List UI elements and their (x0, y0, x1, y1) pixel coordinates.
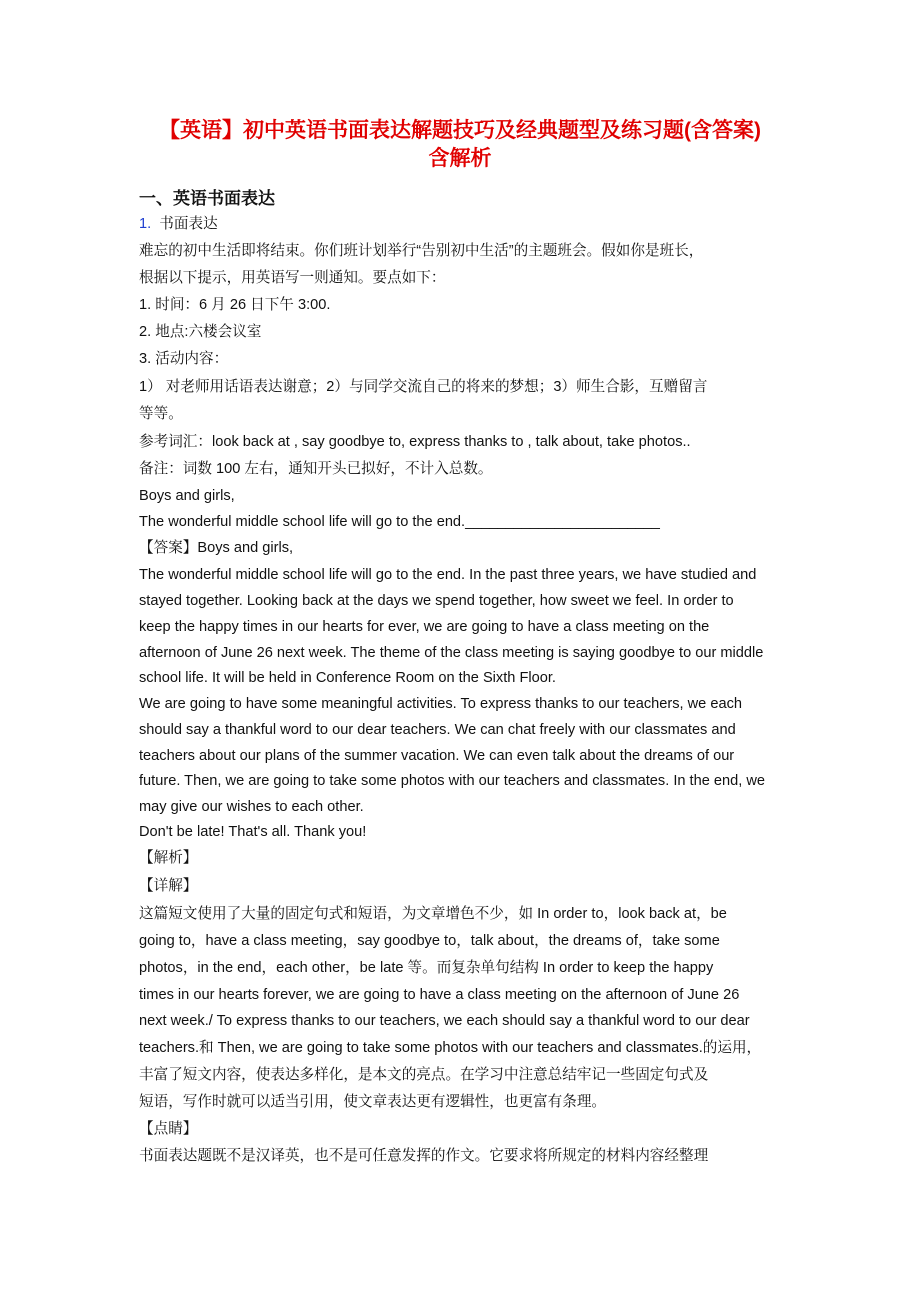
text-line: 【详解】 (139, 878, 198, 894)
text-line: Don't be late! That's all. Thank you! (139, 824, 367, 840)
text-line: school life. It will be held in Conference Room on the Sixth Floor. (139, 670, 556, 686)
text-line: 这篇短文使用了大量的固定句式和短语，为文章增色不少，如 In order to，look back at，be (139, 906, 727, 922)
question-header (139, 214, 218, 234)
text-line: The wonderful middle school life will go to the end.________________________ (139, 514, 660, 530)
text-line: We are going to have some meaningful activities. To express thanks to our teachers, we each (139, 696, 742, 712)
section-heading: 一、英语书面表达 (139, 189, 275, 208)
text-line: 备注：词数 100 左右，通知开头已拟好，不计入总数。 (139, 461, 493, 477)
text-line: next week./ To express thanks to our teachers, we each should say a thankful word to our dear (139, 1013, 750, 1029)
text-line: 1） 对老师用话语表达谢意；2）与同学交流自己的将来的梦想；3）师生合影，互赠留言 (139, 379, 708, 395)
text-line: afternoon of June 26 next week. The theme of the class meeting is saying goodbye to our middle (139, 645, 764, 661)
question-number: 1. (139, 216, 152, 232)
question-label: 书面表达 (159, 216, 218, 232)
text-line: The wonderful middle school life will go to the end. In the past three years, we have studied and (139, 567, 757, 583)
text-line: 【解析】 (139, 850, 198, 866)
text-line: 【点睛】 (139, 1121, 198, 1137)
text-line: times in our hearts forever, we are going to have a class meeting on the afternoon of June 26 (139, 987, 740, 1003)
text-line: 1. 时间：6 月 26 日下午 3:00. (139, 297, 331, 313)
text-line: 短语，写作时就可以适当引用，使文章表达更有逻辑性，也更富有条理。 (139, 1094, 607, 1110)
text-line: 根据以下提示，用英语写一则通知。要点如下： (139, 270, 446, 286)
document-title-line2: 含解析 (428, 147, 492, 170)
text-line: 【答案】Boys and girls, (139, 540, 294, 556)
text-line: 2. 地点:六楼会议室 (139, 324, 262, 340)
text-line: stayed together. Looking back at the days we spend together, how sweet we feel. In order to (139, 593, 734, 609)
text-line: Boys and girls, (139, 488, 235, 504)
text-line: 参考词汇：look back at , say goodbye to, express thanks to , talk about, take photos.. (139, 434, 691, 450)
text-line: may give our wishes to each other. (139, 799, 364, 815)
text-line: 3. 活动内容： (139, 351, 229, 367)
text-line: photos，in the end，each other，be late 等。而复杂单句结构 In order to keep the happy (139, 960, 714, 976)
text-line: 丰富了短文内容，使表达多样化，是本文的亮点。在学习中注意总结牢记一些固定句式及 (139, 1067, 709, 1083)
document-title: 【英语】初中英语书面表达解题技巧及经典题型及练习题(含答案) (159, 119, 761, 142)
text-line: teachers about our plans of the summer vacation. We can even talk about the dreams of our (139, 748, 735, 764)
text-line: 书面表达题既不是汉译英，也不是可任意发挥的作文。它要求将所规定的材料内容经整理 (139, 1148, 709, 1164)
text-line: going to，have a class meeting，say goodbye to，talk about，the dreams of，take some (139, 933, 720, 949)
text-line: future. Then, we are going to take some photos with our teachers and classmates. In the end, we (139, 773, 765, 789)
text-line: 难忘的初中生活即将结束。你们班计划举行“告别初中生活”的主题班会。假如你是班长， (139, 243, 704, 259)
text-line: teachers.和 Then, we are going to take some photos with our teachers and classmates.的运用， (139, 1040, 762, 1056)
text-line: should say a thankful word to our dear teachers. We can chat freely with our classmates and (139, 722, 736, 738)
text-line: 等等。 (139, 406, 183, 422)
text-line: keep the happy times in our hearts for ever, we are going to have a class meeting on the (139, 619, 710, 635)
